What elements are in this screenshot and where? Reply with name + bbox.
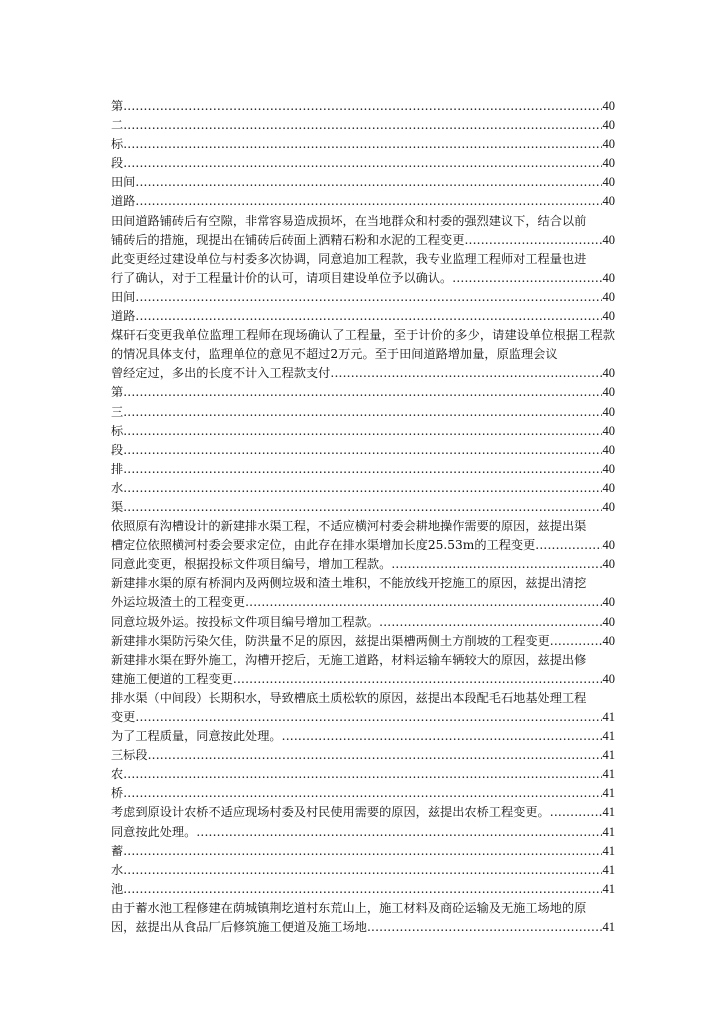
table-of-contents — [111, 97, 615, 937]
toc-entry-text: 二 — [111, 118, 124, 133]
page-number: 41 — [602, 710, 615, 724]
toc-entry-text: 农 — [111, 767, 124, 782]
toc-entry[interactable] — [111, 765, 615, 784]
dot-leader — [123, 479, 601, 498]
dot-leader — [135, 173, 601, 192]
dot-leader — [123, 135, 601, 154]
dot-leader — [196, 823, 601, 842]
toc-entry-text-continued: 因，兹提出从食品厂后修筑施工便道及施工场地 — [111, 920, 367, 935]
toc-entry[interactable] — [111, 307, 615, 326]
toc-entry-text: 水 — [111, 480, 124, 495]
dot-leader — [123, 842, 601, 861]
dot-leader — [550, 632, 602, 651]
toc-entry[interactable] — [111, 135, 615, 154]
toc-entry-text: 考虑到原设计农桥不适应现场村委及村民使用需要的原因，兹提出农桥工程变更。 — [111, 805, 550, 820]
dot-leader — [535, 536, 601, 555]
dot-leader — [233, 670, 602, 689]
toc-entry-text: 新建排水渠的原有桥洞内及两侧垃圾和渣土堆积，不能放线开挖施工的原因，兹提出清挖 — [111, 576, 587, 591]
toc-entry-text-continued: 外运垃圾渣土的工程变更 — [111, 595, 246, 610]
page-number: 40 — [602, 614, 615, 629]
page-number: 41 — [602, 786, 615, 801]
toc-entry-text: 新建排水渠防污染欠佳，防洪量不足的原因，兹提出渠槽两侧土方削坡的工程变更 — [111, 633, 550, 648]
dot-leader — [135, 192, 601, 211]
toc-entry[interactable] — [111, 861, 615, 880]
toc-entry-text: 新建排水渠在野外施工，沟槽开挖后，无施工道路，材料运输车辆较大的原因，兹提出修 — [111, 652, 587, 667]
toc-entry[interactable] — [111, 97, 615, 116]
toc-entry[interactable] — [111, 574, 615, 612]
toc-entry-text: 池 — [111, 881, 124, 896]
toc-entry-text: 第 — [111, 99, 124, 113]
page-number: 40 — [602, 480, 615, 495]
dot-leader — [123, 403, 601, 422]
dot-leader — [123, 383, 601, 402]
toc-entry[interactable] — [111, 403, 615, 422]
toc-entry[interactable] — [111, 192, 615, 211]
dot-leader — [464, 231, 601, 250]
toc-entry-text-continued: 行了确认，对于工程量计价的认可，请项目建设单位予以确认。 — [111, 270, 453, 285]
page-number: 41 — [602, 805, 615, 820]
toc-entry-text: 三 — [111, 404, 124, 419]
toc-entry[interactable] — [111, 250, 615, 288]
page-number: 41 — [602, 767, 615, 782]
toc-entry-text: 蓄 — [111, 843, 124, 858]
toc-entry-text-continued: 曾经定过，多出的长度不计入工程款支付 — [111, 366, 331, 381]
dot-leader — [123, 97, 601, 116]
toc-entry[interactable] — [111, 383, 615, 402]
toc-entry[interactable] — [111, 173, 615, 192]
dot-leader — [123, 154, 601, 173]
toc-entry[interactable] — [111, 632, 615, 651]
toc-entry[interactable] — [111, 746, 615, 765]
page-number: 41 — [602, 881, 615, 896]
toc-entry[interactable] — [111, 326, 615, 383]
page-number: 40 — [602, 633, 615, 648]
page-number: 40 — [602, 289, 615, 304]
page-number: 40 — [602, 499, 615, 514]
dot-leader — [135, 708, 601, 727]
toc-entry-text: 同意垃圾外运。按投标文件项目编号增加工程款。 — [111, 614, 380, 629]
dot-leader — [123, 784, 601, 803]
toc-entry[interactable] — [111, 823, 615, 842]
toc-entry[interactable] — [111, 803, 615, 822]
dot-leader — [379, 613, 601, 632]
toc-entry[interactable] — [111, 784, 615, 803]
page-number: 40 — [602, 194, 615, 209]
toc-entry-text-continued: 变更 — [111, 710, 136, 724]
page-number: 40 — [602, 270, 615, 285]
toc-entry-text: 桥 — [111, 786, 124, 801]
toc-entry[interactable] — [111, 422, 615, 441]
toc-entry-text: 段 — [111, 156, 124, 171]
toc-entry[interactable] — [111, 651, 615, 689]
toc-entry-text: 煤矸石变更我单位监理工程师在现场确认了工程量，至于计价的多少，请建设单位根据工程款的情况具体支付，监理单位的意见不超过2万元。至于田间道路增加量，原监理会议 — [111, 328, 615, 362]
toc-entry-text: 水 — [111, 862, 124, 877]
toc-entry[interactable] — [111, 441, 615, 460]
toc-entry[interactable] — [111, 517, 615, 555]
toc-entry[interactable] — [111, 288, 615, 307]
dot-leader — [123, 441, 601, 460]
toc-entry-text-continued: 铺砖后的措施，现提出在铺砖后砖面上洒精石粉和水泥的工程变更 — [111, 232, 465, 247]
toc-entry-text: 田间 — [111, 289, 136, 304]
toc-entry-text: 三标段 — [111, 748, 148, 763]
page-number: 41 — [602, 920, 615, 935]
toc-entry[interactable] — [111, 555, 615, 574]
dot-leader — [123, 498, 601, 517]
page-number: 40 — [602, 99, 615, 113]
toc-entry-text: 段 — [111, 442, 124, 457]
page-number: 40 — [602, 442, 615, 457]
page-number: 41 — [602, 824, 615, 839]
toc-entry[interactable] — [111, 498, 615, 517]
page-number: 40 — [602, 404, 615, 419]
dot-leader — [245, 593, 601, 612]
page-number: 40 — [602, 156, 615, 171]
toc-entry[interactable] — [111, 613, 615, 632]
dot-leader — [148, 746, 602, 765]
dot-leader — [123, 880, 601, 899]
toc-entry-text: 此变更经过建设单位与村委多次协调，同意追加工程款，我专业监理工程师对工程量也进 — [111, 251, 587, 266]
toc-entry[interactable] — [111, 899, 615, 937]
page-number: 40 — [602, 423, 615, 438]
toc-entry[interactable] — [111, 116, 615, 135]
page-number: 40 — [602, 557, 615, 572]
toc-entry[interactable] — [111, 689, 615, 727]
dot-leader — [550, 803, 602, 822]
page-number: 40 — [602, 385, 615, 400]
dot-leader — [123, 422, 601, 441]
toc-entry-text: 田间 — [111, 175, 136, 190]
toc-entry-text-continued: 建施工便道的工程变更 — [111, 671, 233, 686]
page-number: 40 — [602, 671, 615, 686]
dot-leader — [330, 364, 601, 383]
dot-leader — [123, 116, 601, 135]
toc-entry-text: 标 — [111, 137, 124, 152]
toc-entry[interactable] — [111, 154, 615, 173]
toc-entry-text: 同意按此处理。 — [111, 824, 197, 839]
toc-entry-text: 标 — [111, 423, 124, 438]
page-number: 41 — [602, 862, 615, 877]
toc-entry-text: 第 — [111, 385, 124, 400]
dot-leader — [391, 555, 601, 574]
toc-entry-text: 道路 — [111, 194, 136, 209]
page-number: 40 — [602, 309, 615, 324]
toc-entry-text-continued: 槽定位依照横河村委会要求定位，由此存在排水渠增加长度25.53m的工程变更 — [111, 538, 536, 553]
dot-leader — [123, 765, 601, 784]
dot-leader — [452, 269, 601, 288]
dot-leader — [123, 861, 601, 880]
toc-entry[interactable] — [111, 880, 615, 899]
toc-entry-text: 道路 — [111, 309, 136, 324]
toc-entry[interactable] — [111, 842, 615, 861]
toc-entry[interactable] — [111, 212, 615, 250]
dot-leader — [135, 288, 601, 307]
toc-entry[interactable] — [111, 727, 615, 746]
page-number: 40 — [602, 118, 615, 133]
toc-entry[interactable] — [111, 460, 615, 479]
page-number: 41 — [602, 748, 615, 763]
dot-leader — [135, 307, 601, 326]
page-number: 40 — [602, 538, 615, 553]
page-number: 41 — [602, 729, 615, 744]
toc-entry[interactable] — [111, 479, 615, 498]
page-number: 40 — [602, 175, 615, 190]
dot-leader — [123, 460, 601, 479]
page-number: 40 — [602, 595, 615, 610]
page-number: 41 — [602, 843, 615, 858]
toc-entry-text: 排 — [111, 461, 124, 476]
page-number: 40 — [602, 232, 615, 247]
dot-leader — [282, 727, 602, 746]
toc-entry-text: 田间道路铺砖后有空隙，非常容易造成损坏，在当地群众和村委的强烈建议下，结合以前 — [111, 213, 587, 228]
page-number: 40 — [602, 366, 615, 381]
page-number: 40 — [602, 461, 615, 476]
toc-entry-text: 同意此变更，根据投标文件项目编号，增加工程款。 — [111, 557, 392, 572]
dot-leader — [367, 918, 602, 937]
toc-entry-text: 渠 — [111, 499, 124, 514]
toc-entry-text: 排水渠（中间段）长期积水，导致槽底土质松软的原因，兹提出本段配毛石地基处理工程 — [111, 690, 587, 705]
toc-entry-text: 为了工程质量，同意按此处理。 — [111, 729, 282, 744]
toc-entry-text: 依照原有沟槽设计的新建排水渠工程，不适应横河村委会耕地操作需要的原因，兹提出渠 — [111, 519, 587, 534]
page-number: 40 — [602, 137, 615, 152]
toc-entry-text: 由于蓄水池工程修建在荫城镇荆圪道村东荒山上，施工材料及商砼运输及无施工场地的原 — [111, 900, 587, 915]
